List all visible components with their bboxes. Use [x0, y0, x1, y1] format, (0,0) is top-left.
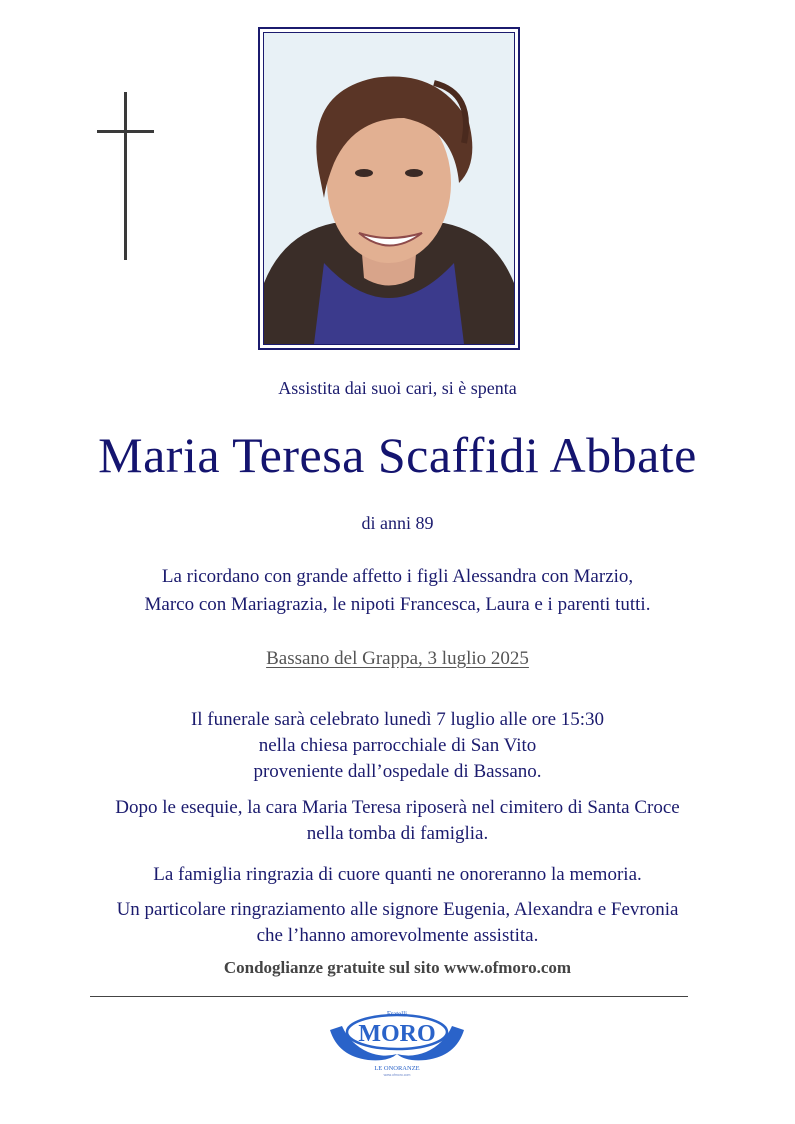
burial-paragraph	[0, 795, 795, 847]
thanks-text: La famiglia ringrazia di cuore quanti ne onoreranno la memoria.	[153, 864, 642, 885]
divider-line	[90, 996, 688, 997]
portrait-photo	[263, 32, 515, 345]
funeral-line: nella chiesa parrocchiale di San Vito	[258, 735, 537, 756]
place-date	[0, 648, 795, 670]
deceased-name: Maria Teresa Scaffidi Abbate	[98, 427, 697, 483]
funeral-line: proveniente dall’ospedale di Bassano.	[253, 761, 542, 782]
cross-icon	[124, 92, 127, 260]
logo-url-text: www.ofmoro.com	[383, 1073, 411, 1077]
place-date-text: Bassano del Grappa, 3 luglio 2025	[266, 648, 529, 669]
burial-line: Dopo le esequie, la cara Maria Teresa riposerà nel cimitero di Santa Croce	[115, 797, 680, 818]
moro-logo	[328, 1008, 466, 1078]
special-thanks-paragraph	[0, 897, 795, 949]
cross-icon-bar	[97, 130, 154, 133]
logo-top-text: Fratelli	[386, 1010, 408, 1018]
funeral-line: Il funerale sarà celebrato lunedì 7 luglio alle ore 15:30	[190, 709, 605, 730]
age-text: di anni 89	[361, 513, 434, 533]
remembrance-paragraph	[0, 563, 795, 619]
special-thanks-line: Un particolare ringraziamento alle signore Eugenia, Alexandra e Fevronia	[116, 899, 679, 920]
remembrance-line: La ricordano con grande affetto i figli Alessandra con Marzio,	[161, 566, 634, 587]
remembrance-line: Marco con Mariagrazia, le nipoti Francesca, Laura e i parenti tutti.	[144, 594, 651, 615]
condolences-link[interactable]: Condoglianze gratuite sul sito www.ofmoro.com	[223, 958, 572, 977]
funeral-paragraph	[0, 707, 795, 785]
intro-text: Assistita dai suoi cari, si è spenta	[278, 378, 517, 398]
logo-bottom-text: LE ONORANZE	[374, 1065, 420, 1072]
logo-main-text: MORO	[358, 1021, 436, 1047]
special-thanks-line: che l’hanno amorevolmente assistita.	[256, 925, 539, 946]
burial-line: nella tomba di famiglia.	[306, 823, 489, 844]
